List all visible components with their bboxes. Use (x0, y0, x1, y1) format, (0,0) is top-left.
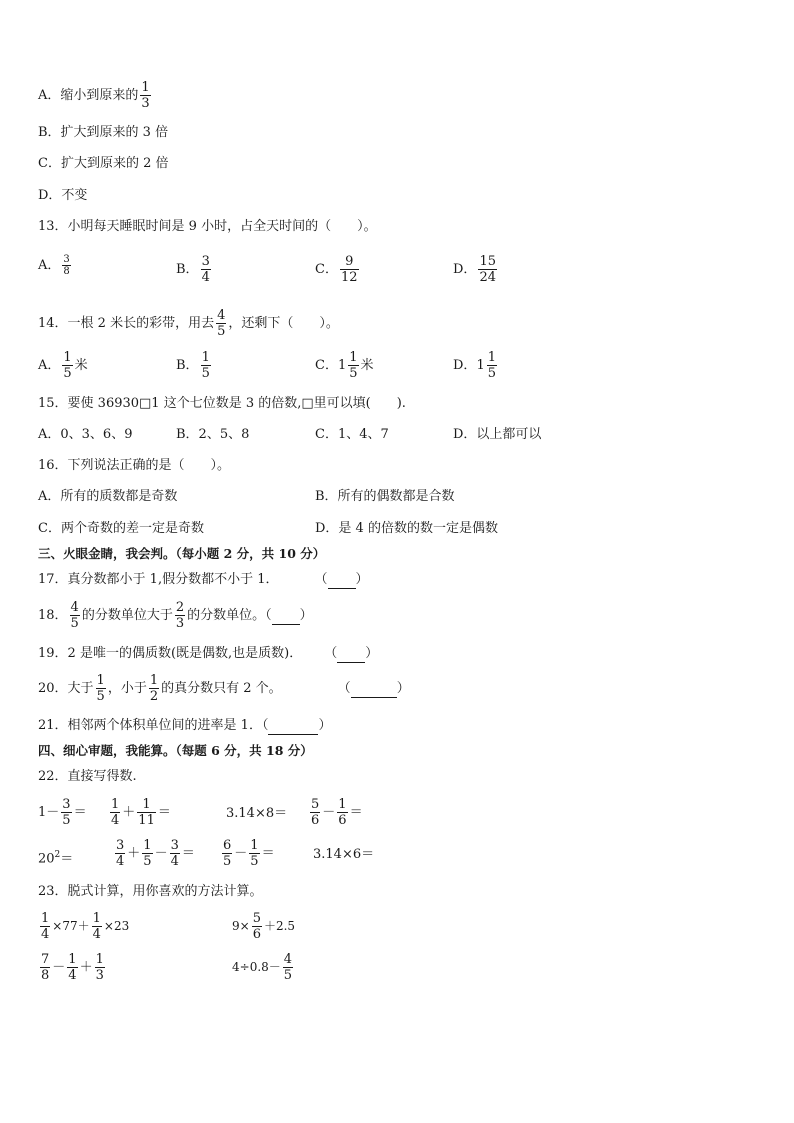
q12-option-c: C．扩大到原来的 2 倍 (38, 156, 169, 171)
q15-option-c: C．1、4、7 (315, 427, 389, 442)
q21: 21．相邻两个体积单位间的进率是 1．（ ） (38, 718, 332, 733)
q23-expr-2: 9× $\frac{5}{6}$ ＋2.5 (232, 911, 296, 942)
q22-expr-4: $\frac{5}{6}$ － $\frac{1}{6}$ ＝ (311, 797, 363, 828)
q14-option-c: C．1 $\frac{1}{5}$ 米 (315, 350, 374, 381)
q15-option-b: B．2、5、8 (176, 427, 250, 442)
q17: 17．真分数都小于 1,假分数都不小于 1． （ ） (38, 572, 369, 587)
q20: 20．大于 $\frac{1}{5}$ ，小于 $\frac{1}{2}$ 的真分数只有 2 个。 （ ） (38, 673, 410, 704)
q14-stem: 14．一根 2 米长的彩带，用去 $\frac{4}{5}$ ，还剩下（ ）。 (38, 308, 339, 339)
q16-stem: 16．下列说法正确的是（ ）。 (38, 458, 231, 473)
q19: 19．2 是唯一的偶质数(既是偶数,也是质数)． （ ） (38, 646, 379, 661)
answer-blank[interactable] (351, 681, 397, 698)
q13-option-b: B． $\frac{3}{4}$ (176, 254, 210, 285)
q13-option-c: C． $\frac{9}{12}$ (315, 254, 358, 285)
q16-option-c: C．两个奇数的差一定是奇数 (38, 521, 204, 536)
q22-expr-1: 1－ $\frac{3}{5}$ ＝ (38, 797, 87, 828)
section-4-heading: 四、细心审题，我能算。（每题 6 分，共 18 分） (38, 743, 313, 758)
q16-option-a: A．所有的质数都是奇数 (38, 489, 178, 504)
answer-blank[interactable] (272, 608, 300, 625)
q14-option-b: B． $\frac{1}{5}$ (176, 350, 210, 381)
q12-option-d: D．不变 (38, 188, 88, 203)
q12-option-a: A．缩小到原来的 $\frac{1}{3}$ (38, 80, 150, 111)
answer-blank[interactable] (268, 718, 318, 735)
fraction: $\frac{1}{3}$ (141, 80, 150, 111)
q22-stem: 22．直接写得数. (38, 769, 137, 784)
q15-stem: 15．要使 36930□1 这个七位数是 3 的倍数,□里可以填( ). (38, 396, 406, 411)
q22-expr-2: $\frac{1}{4}$ ＋ $\frac{1}{11}$ ＝ (111, 797, 171, 828)
q18: 18． $\frac{4}{5}$ 的分数单位大于 $\frac{2}{3}$ 的分数单位。（ ） (38, 600, 313, 631)
q12-option-b: B．扩大到原来的 3 倍 (38, 125, 169, 140)
q14-option-d: D．1 $\frac{1}{5}$ (453, 350, 496, 381)
q16-option-b: B．所有的偶数都是合数 (315, 489, 455, 504)
q23-expr-1: $\frac{1}{4}$ ×77＋ $\frac{1}{4}$ ×23 (41, 911, 130, 942)
q13-stem: 13．小明每天睡眠时间是 9 小时，占全天时间的（ ）。 (38, 219, 377, 234)
q16-option-d: D．是 4 的倍数的数一定是偶数 (315, 521, 498, 536)
answer-blank[interactable] (328, 572, 356, 589)
q22-expr-5: $20^2=$ (38, 850, 74, 867)
q22-expr-8: 3.14×6＝ (313, 847, 375, 862)
q22-expr-7: $\frac{6}{5}$ － $\frac{1}{5}$ ＝ (223, 838, 275, 869)
q23-stem: 23．脱式计算，用你喜欢的方法计算。 (38, 884, 263, 899)
q23-expr-3: $\frac{7}{8}$ － $\frac{1}{4}$ ＋ $\frac{1}{3}$ (41, 952, 104, 983)
q15-option-a: A．0、3、6、9 (38, 427, 133, 442)
q22-expr-3: 3.14×8＝ (226, 806, 288, 821)
q14-option-a: A． $\frac{1}{5}$ 米 (38, 350, 88, 381)
section-3-heading: 三、火眼金睛，我会判。（每小题 2 分，共 10 分） (38, 546, 326, 561)
q13-option-d: D． $\frac{15}{24}$ (453, 254, 496, 285)
q13-option-a: A． $\frac{3}{8}$ (38, 254, 70, 277)
q23-expr-4: 4÷0.8－ $\frac{4}{5}$ (232, 952, 293, 983)
q22-expr-6: $\frac{3}{4}$ ＋ $\frac{1}{5}$ － $\frac{3}{4}$ ＝ (116, 838, 195, 869)
q15-option-d: D．以上都可以 (453, 427, 542, 442)
answer-blank[interactable] (337, 646, 365, 663)
